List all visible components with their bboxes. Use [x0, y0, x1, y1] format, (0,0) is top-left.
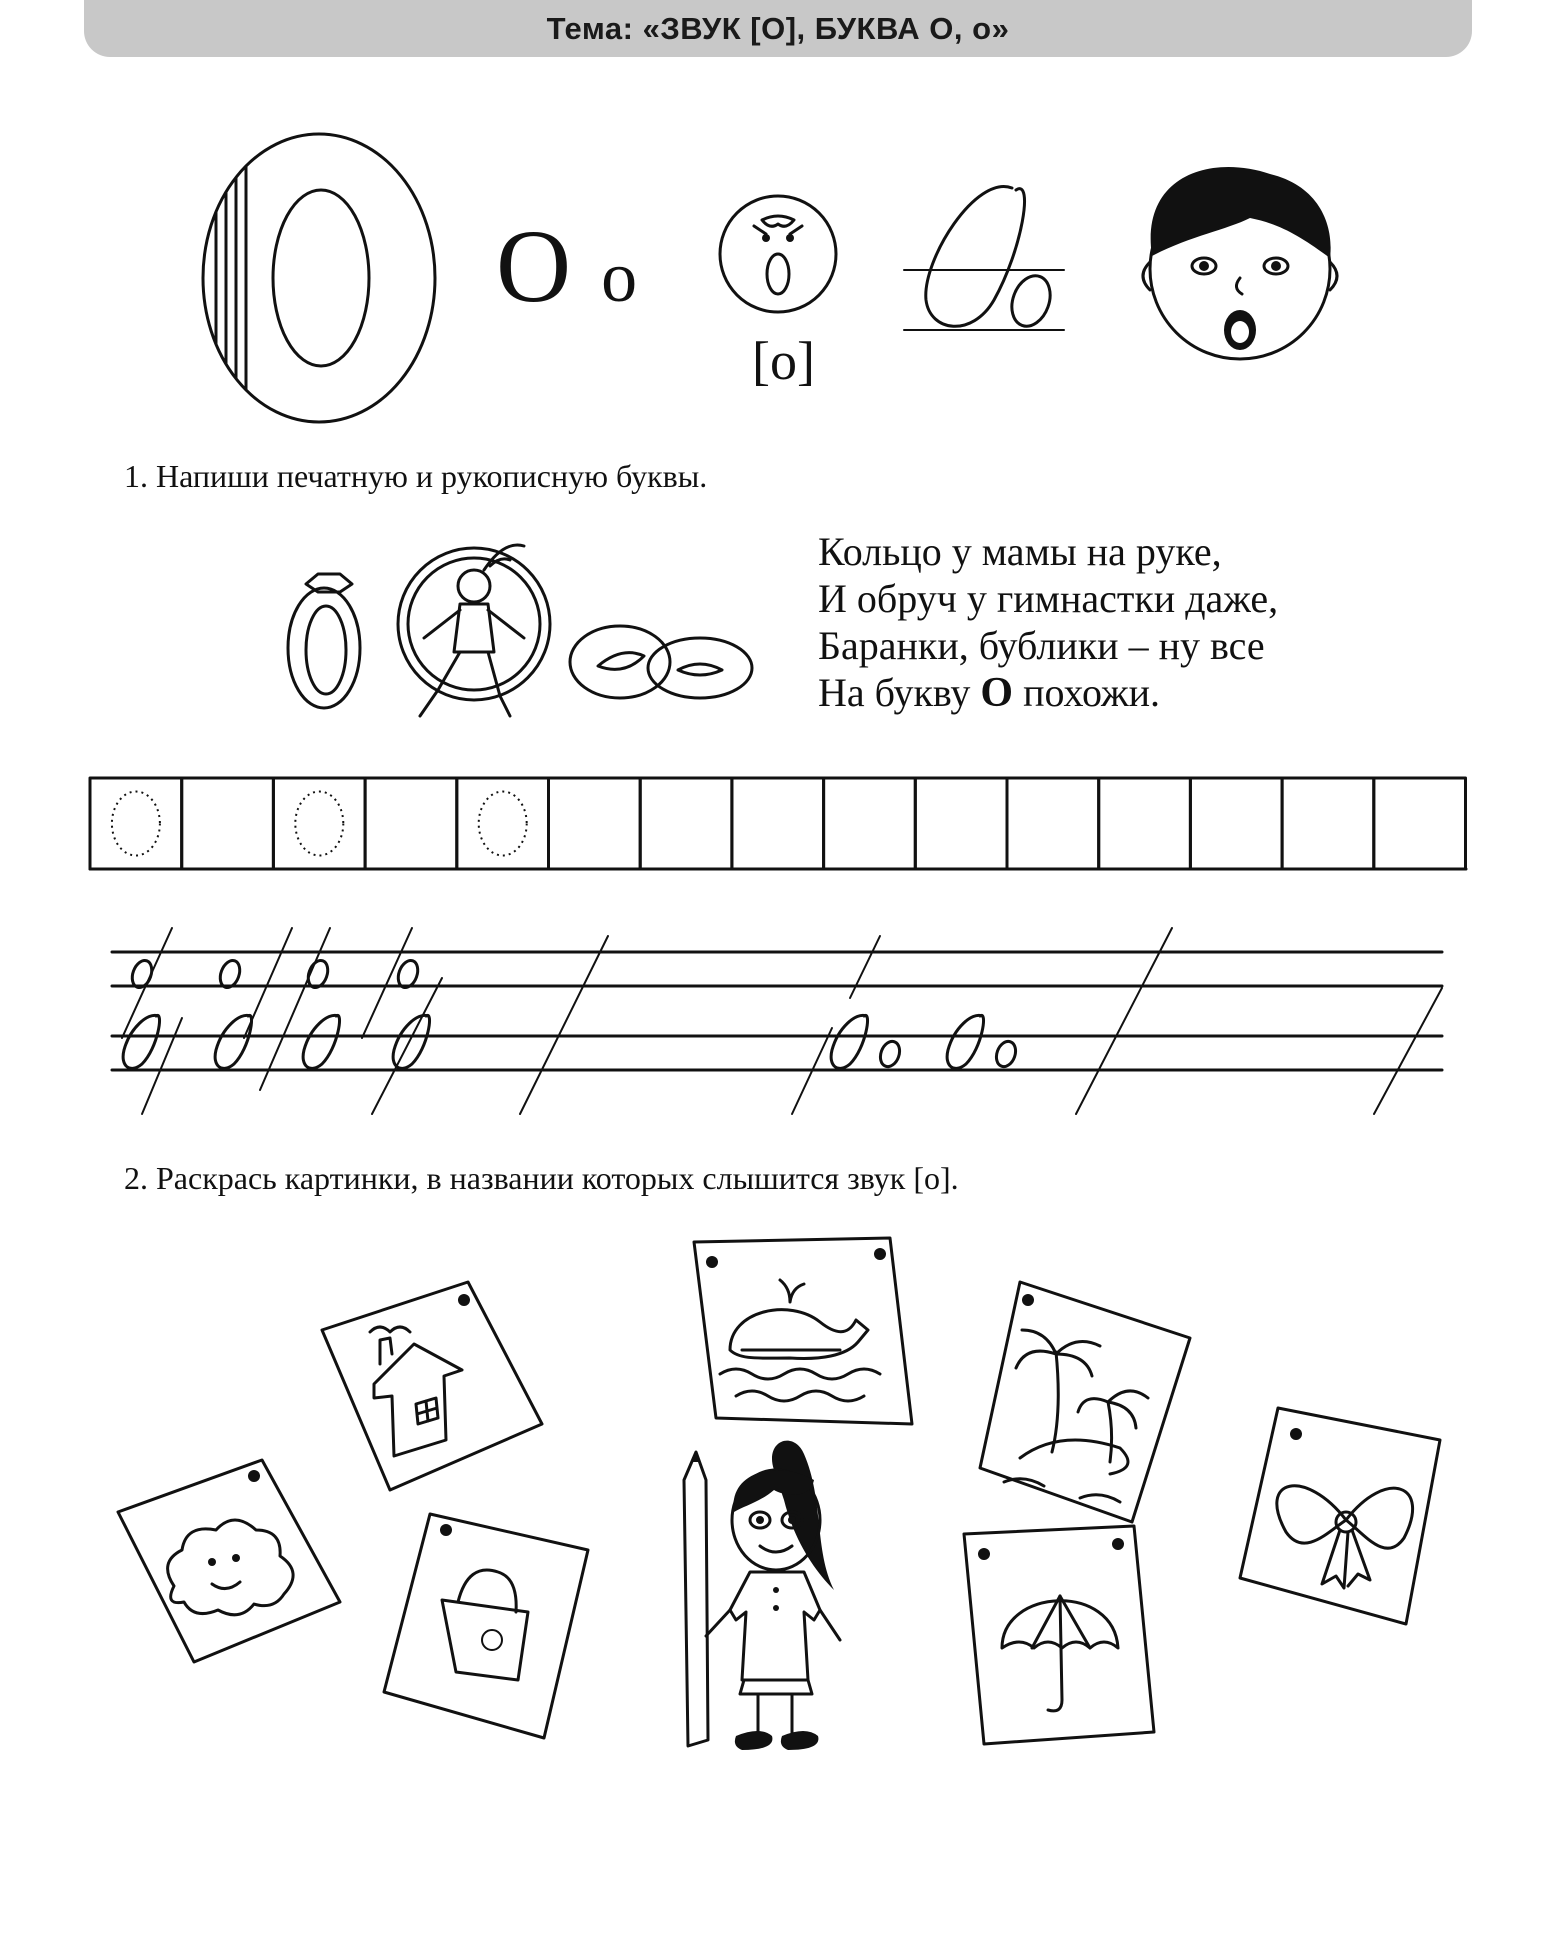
umbrella-icon[interactable] [962, 1526, 1162, 1756]
task-1-text: 1. Напиши печатную и рукописную буквы. [124, 458, 708, 494]
print-lower-o: о [601, 237, 638, 317]
bow-icon[interactable] [1236, 1408, 1456, 1628]
house-icon[interactable] [320, 1280, 560, 1500]
grid-cell[interactable] [549, 778, 641, 869]
cursive-writing-lines[interactable] [112, 918, 1492, 1118]
cloud-icon[interactable] [114, 1452, 354, 1672]
big-letter-o-icon [196, 128, 446, 428]
print-upper-o: О [496, 209, 572, 324]
poem-line-4-end: похожи. [1013, 670, 1161, 715]
sound-label: [о] [752, 331, 815, 391]
poem-line-4 [818, 669, 1278, 717]
hoop-gymnast-icon [390, 520, 560, 720]
grid-cell[interactable] [182, 778, 274, 869]
bagels-icon [568, 614, 758, 704]
grid-cell[interactable] [640, 778, 732, 869]
dotted-o-guide [479, 792, 527, 856]
printed-letters [496, 209, 638, 324]
poem-line-2: И обруч у гимнастки даже, [818, 576, 1279, 621]
grid-cell[interactable] [1282, 778, 1374, 869]
ring-icon [284, 570, 374, 710]
cursive-o-icon [904, 180, 1074, 340]
poem-line-3: Баранки, бублики – ну все [818, 623, 1265, 668]
grid-cell[interactable] [824, 778, 916, 869]
grid-cell[interactable] [732, 778, 824, 869]
grid-cell[interactable] [1007, 778, 1099, 869]
poem [818, 528, 1278, 717]
whale-icon[interactable] [690, 1238, 930, 1438]
poem-bold-letter: О [980, 670, 1014, 716]
header-bar [84, 0, 1472, 57]
dotted-o-guide [295, 792, 343, 856]
grid-cell[interactable] [1190, 778, 1282, 869]
print-writing-grid [90, 776, 1490, 876]
grid-cell[interactable] [1374, 778, 1466, 869]
page-title: Тема: «ЗВУК [О], БУКВА О, о» [546, 10, 1010, 46]
mouth-o-face-icon [716, 196, 846, 316]
poem-line-4-start: На букву [818, 670, 981, 715]
island-palms-icon[interactable] [980, 1282, 1200, 1542]
grid-cell[interactable] [365, 778, 457, 869]
grid-cell[interactable] [1099, 778, 1191, 869]
bucket-icon[interactable] [382, 1512, 602, 1742]
task-2-text: 2. Раскрась картинки, в названии которых слышится звук [о]. [124, 1160, 959, 1196]
singing-boy-face-icon [1130, 166, 1350, 366]
grid-cell[interactable] [915, 778, 1007, 869]
dotted-o-guide [112, 792, 160, 856]
poem-line-1: Кольцо у мамы на руке, [818, 529, 1222, 574]
cursive-sample-letters [123, 958, 1019, 1070]
girl-with-pencil-icon [664, 1440, 874, 1770]
